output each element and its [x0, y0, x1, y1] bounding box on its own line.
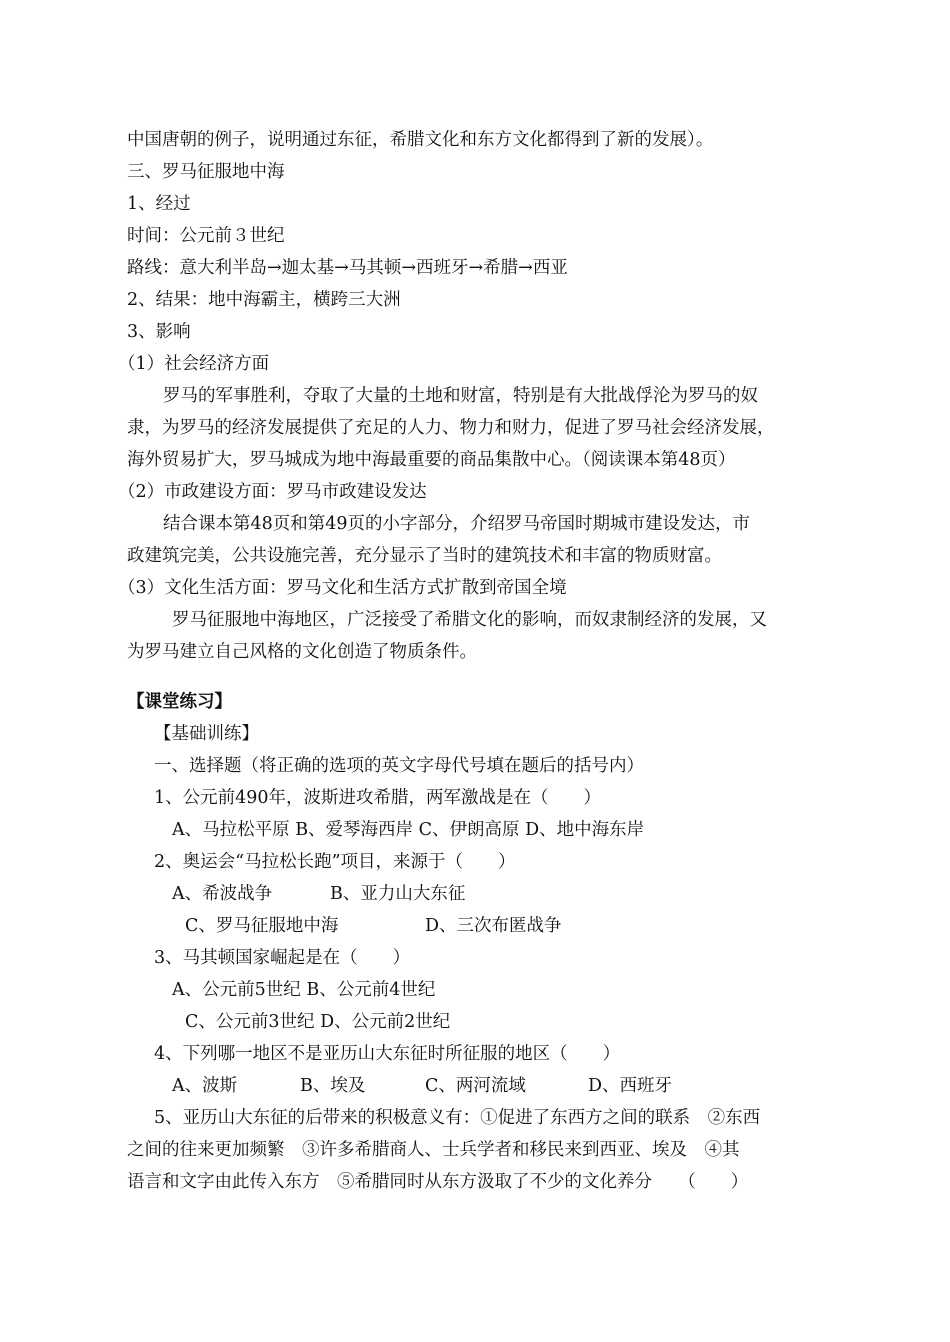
- question-4-option-d: D、西班牙: [588, 1076, 673, 1096]
- question-4-option-b: B、埃及: [300, 1076, 366, 1096]
- question-2-option-b: B、亚力山大东征: [330, 884, 466, 904]
- question-4: 4、下列哪一地区不是亚历山大东征时所征服的地区（ ）: [154, 1044, 621, 1064]
- paragraph-line: 政建筑完美，公共设施完善，充分显示了当时的建筑技术和丰富的物质财富。: [127, 546, 722, 566]
- paragraph-line: 隶，为罗马的经济发展提供了充足的人力、物力和财力，促进了罗马社会经济发展，: [127, 418, 775, 438]
- question-1: 1、公元前490年，波斯进攻希腊，两军激战是在（ ）: [154, 788, 602, 808]
- text-line: 时间：公元前３世纪: [127, 226, 285, 246]
- question-5: 5、亚历山大东征的后带来的积极意义有：①促进了东西方之间的联系 ②东西: [154, 1108, 761, 1128]
- subsection-heading: 1、经过: [127, 194, 191, 214]
- question-2-option-c: C、罗马征服地中海: [185, 916, 339, 936]
- question-2: 2、奥运会“马拉松长跑”项目，来源于（ ）: [154, 852, 516, 872]
- text-line: 路线：意大利半岛→迦太基→马其顿→西班牙→希腊→西亚: [127, 258, 568, 278]
- subsection-heading: 3、影响: [127, 322, 191, 342]
- question-4-option-a: A、波斯: [172, 1076, 238, 1096]
- training-heading: 【基础训练】: [154, 724, 259, 744]
- question-5-line-2: 之间的往来更加频繁 ③许多希腊商人、士兵学者和移民来到西亚、埃及 ④其: [127, 1140, 740, 1160]
- paragraph-line: 结合课本第48页和第49页的小字部分，介绍罗马帝国时期城市建设发达，市: [163, 514, 751, 534]
- question-section-title: 一、选择题（将正确的选项的英文字母代号填在题后的括号内）: [154, 756, 644, 776]
- paragraph-line: 为罗马建立自己风格的文化创造了物质条件。: [127, 642, 477, 662]
- question-2-option-d: D、三次布匿战争: [425, 916, 562, 936]
- exercise-heading: 【课堂练习】: [127, 692, 232, 712]
- question-3: 3、马其顿国家崛起是在（ ）: [154, 948, 411, 968]
- question-2-option-a: A、希波战争: [172, 884, 273, 904]
- question-5-line-3: 语言和文字由此传入东方 ⑤希腊同时从东方汲取了不少的文化养分 （ ）: [127, 1172, 749, 1192]
- question-3-options-ab: A、公元前5世纪 B、公元前4世纪: [172, 980, 436, 1000]
- section-heading: 三、罗马征服地中海: [127, 162, 285, 182]
- subsection-heading: （2）市政建设方面：罗马市政建设发达: [118, 482, 427, 502]
- subsection-heading: 2、结果：地中海霸主，横跨三大洲: [127, 290, 401, 310]
- question-1-options: A、马拉松平原 B、爱琴海西岸 C、伊朗高原 D、地中海东岸: [172, 820, 645, 840]
- paragraph-line: 海外贸易扩大，罗马城成为地中海最重要的商品集散中心。（阅读课本第48页）: [127, 450, 736, 470]
- text-line: 中国唐朝的例子，说明通过东征，希腊文化和东方文化都得到了新的发展）。: [127, 130, 714, 150]
- question-4-option-c: C、两河流域: [425, 1076, 526, 1096]
- subsection-heading: （3）文化生活方面：罗马文化和生活方式扩散到帝国全境: [118, 578, 567, 598]
- paragraph-line: 罗马征服地中海地区，广泛接受了希腊文化的影响，而奴隶制经济的发展，又: [172, 610, 767, 630]
- question-3-options-cd: C、公元前3世纪 D、公元前2世纪: [185, 1012, 451, 1032]
- subsection-heading: （1）社会经济方面: [118, 354, 270, 374]
- paragraph-line: 罗马的军事胜利，夺取了大量的土地和财富，特别是有大批战俘沦为罗马的奴: [163, 386, 758, 406]
